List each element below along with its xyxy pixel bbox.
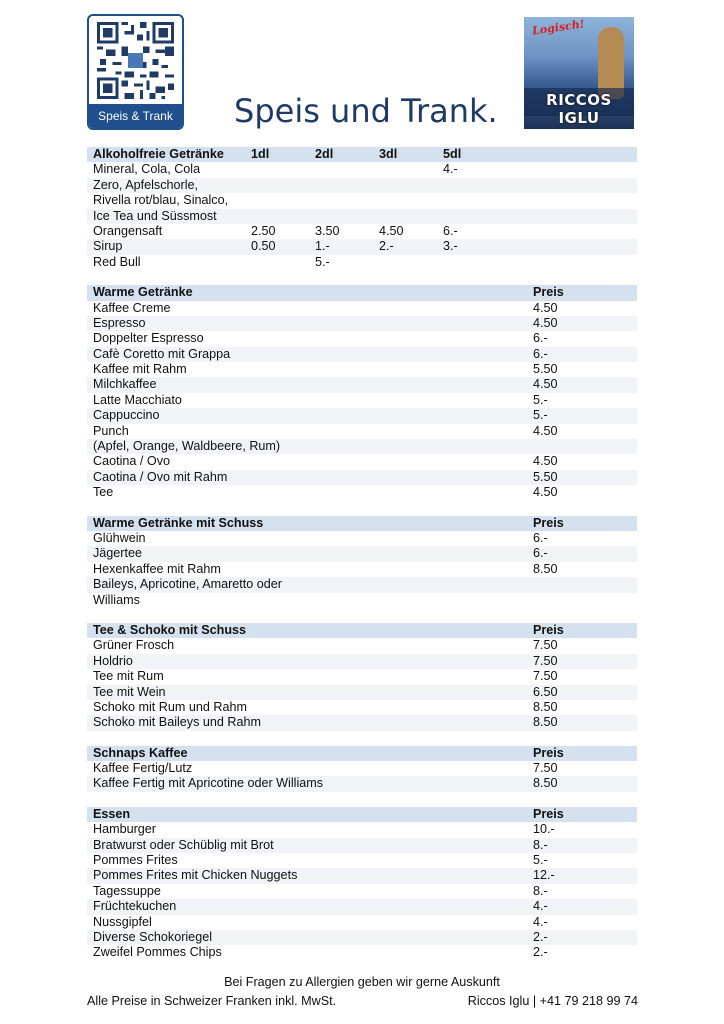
item-name: Caotina / Ovo mit Rahm [93,469,228,484]
price-label: Preis [533,622,564,637]
section-title: Schnaps Kaffee [93,745,188,760]
item-price: 7.50 [533,638,558,653]
section-title: Essen [93,806,131,821]
logo-name: RICCOS IGLU [546,91,612,127]
item-name: Baileys, Apricotine, Amaretto oder [93,577,283,592]
item-price: 5.50 [533,362,558,377]
item-name: Grüner Frosch [93,638,175,653]
item-price-p4: 4.- [443,162,458,177]
item-price: 6.50 [533,684,558,699]
menu-row [87,884,637,899]
price-label: Preis [533,515,564,530]
item-price-p1: 0.50 [251,239,276,254]
item-name: Cafè Coretto mit Grappa [93,346,231,361]
item-name: Pommes Frites mit Chicken Nuggets [93,868,298,883]
item-price: 4.50 [533,454,558,469]
item-price: 8.50 [533,715,558,730]
price-label: Preis [533,745,564,760]
size-label-2dl: 2dl [315,147,334,161]
menu-row [87,331,637,346]
item-price: 7.50 [533,669,558,684]
price-label: Preis [533,806,564,821]
menu-row [87,562,637,577]
menu-row [87,945,637,960]
menu-row [87,868,637,883]
allergy-note: Bei Fragen zu Allergien geben wir gerne Auskunft [224,975,500,989]
menu-table [87,147,637,976]
item-price: 10.- [533,822,555,837]
item-price-p2: 3.50 [315,223,340,238]
footer-line [87,994,638,1008]
menu-sections [87,285,637,961]
item-price: 4.50 [533,423,558,438]
menu-row [87,301,637,316]
menu-row [87,224,637,239]
item-name: Zero, Apfelschorle, [93,177,198,192]
menu-row [87,377,637,392]
item-name: Red Bull [93,254,141,269]
menu-row [87,239,637,254]
menu-section [87,285,637,500]
section-alkoholfreie-getraenke [87,147,637,270]
item-name: Tagessuppe [93,883,161,898]
item-price: 8.50 [533,776,558,791]
section-header [87,807,637,822]
menu-row [87,654,637,669]
price-label: Preis [533,285,564,300]
item-name: Kaffee Fertig/Lutz [93,761,193,776]
item-name: Holdrio [93,653,133,668]
menu-row [87,162,637,177]
menu-row [87,255,637,270]
item-name: Tee [93,485,114,500]
size-label-5dl: 5dl [443,147,462,161]
item-price: 5.- [533,853,548,868]
item-name: Orangensaft [93,223,163,238]
item-name: Sirup [93,239,123,254]
menu-row [87,930,637,945]
menu-row [87,362,637,377]
qr-code-card[interactable] [87,14,184,130]
item-price: 8.50 [533,561,558,576]
menu-row [87,193,637,208]
item-price: 6.- [533,331,548,346]
item-name: Milchkaffee [93,377,157,392]
section-title: Warme Getränke [93,285,193,300]
menu-row [87,485,637,500]
item-price: 7.50 [533,761,558,776]
item-name: (Apfel, Orange, Waldbeere, Rum) [93,439,281,454]
item-name: Rivella rot/blau, Sinalco, [93,193,229,208]
item-name: Latte Macchiato [93,392,182,407]
riccos-iglu-logo [524,17,634,129]
item-price-p2: 1.- [315,239,330,254]
qr-label: Speis & Trank [89,104,182,128]
menu-row [87,347,637,362]
menu-row [87,715,637,730]
item-name: Glühwein [93,530,146,545]
item-name: Pommes Frites [93,853,178,868]
menu-row [87,685,637,700]
menu-row [87,669,637,684]
menu-row [87,822,637,837]
item-price: 8.50 [533,699,558,714]
item-price: 8.- [533,837,548,852]
item-name: Cappuccino [93,408,160,423]
item-name: Hexenkaffee mit Rahm [93,561,221,576]
size-label-1dl: 1dl [251,147,270,161]
item-price: 2.- [533,945,548,960]
menu-section [87,516,637,608]
item-name: Kaffee mit Rahm [93,362,187,377]
menu-row [87,776,637,791]
alcfree-rows [87,162,637,270]
item-price: 4.- [533,899,548,914]
item-price-p3: 4.50 [379,223,404,238]
menu-row [87,439,637,454]
page-title: Speis und Trank. [234,92,498,130]
item-price: 8.- [533,883,548,898]
section-header [87,623,637,638]
menu-row [87,761,637,776]
item-name: Kaffee Creme [93,300,171,315]
item-name: Tee mit Rum [93,669,164,684]
item-price: 6.- [533,346,548,361]
menu-section [87,623,637,731]
item-price-p4: 6.- [443,223,458,238]
menu-row [87,470,637,485]
menu-row [87,546,637,561]
item-price: 2.- [533,929,548,944]
item-price: 5.- [533,392,548,407]
menu-row [87,531,637,546]
item-price: 12.- [533,868,555,883]
section-title: Tee & Schoko mit Schuss [93,622,247,637]
item-price-p3: 2.- [379,239,394,254]
menu-row [87,899,637,914]
item-price: 5.- [533,408,548,423]
item-name: Früchtekuchen [93,899,177,914]
menu-row [87,178,637,193]
item-price-p2: 5.- [315,254,330,269]
item-price: 6.- [533,546,548,561]
item-price: 4.50 [533,377,558,392]
menu-section [87,807,637,961]
item-name: Zweifel Pommes Chips [93,945,222,960]
section-title: Warme Getränke mit Schuss [93,515,264,530]
section-title: Alkoholfreie Getränke [93,147,224,161]
section-header [87,746,637,761]
item-name: Nussgipfel [93,914,152,929]
menu-row [87,853,637,868]
item-price-p4: 3.- [443,239,458,254]
size-label-3dl: 3dl [379,147,398,161]
item-name: Williams [93,592,140,607]
item-price: 4.- [533,914,548,929]
item-name: Schoko mit Baileys und Rahm [93,715,261,730]
item-price: 4.50 [533,300,558,315]
item-name: Tee mit Wein [93,684,166,699]
item-name: Caotina / Ovo [93,454,171,469]
menu-row [87,577,637,592]
item-name: Mineral, Cola, Cola [93,162,201,177]
menu-row [87,316,637,331]
item-name: Espresso [93,315,146,330]
item-name: Jägertee [93,546,143,561]
menu-row [87,638,637,653]
menu-row [87,209,637,224]
menu-row [87,408,637,423]
menu-section [87,746,637,792]
item-price: 6.- [533,530,548,545]
menu-row [87,700,637,715]
logo-script-text: Logisch! [531,17,586,38]
section-header [87,285,637,300]
menu-row [87,838,637,853]
item-name: Hamburger [93,822,156,837]
menu-row [87,393,637,408]
menu-row [87,593,637,608]
section-header [87,516,637,531]
menu-row [87,424,637,439]
item-name: Kaffee Fertig mit Apricotine oder Williams [93,776,324,791]
item-name: Ice Tea und Süssmost [93,208,217,223]
qr-code-icon [97,22,174,99]
item-price: 5.50 [533,469,558,484]
item-price: 4.50 [533,485,558,500]
item-price: 4.50 [533,315,558,330]
item-name: Doppelter Espresso [93,331,204,346]
item-name: Diverse Schokoriegel [93,929,212,944]
item-price-p1: 2.50 [251,223,276,238]
price-note: Alle Preise in Schweizer Franken inkl. MwSt. [87,994,337,1008]
item-name: Punch [93,423,129,438]
contact-info: Riccos Iglu | +41 79 218 99 74 [467,994,638,1008]
menu-row [87,454,637,469]
section-header [87,147,637,162]
menu-row [87,915,637,930]
item-price: 7.50 [533,653,558,668]
item-name: Bratwurst oder Schüblig mit Brot [93,837,274,852]
item-name: Schoko mit Rum und Rahm [93,699,247,714]
